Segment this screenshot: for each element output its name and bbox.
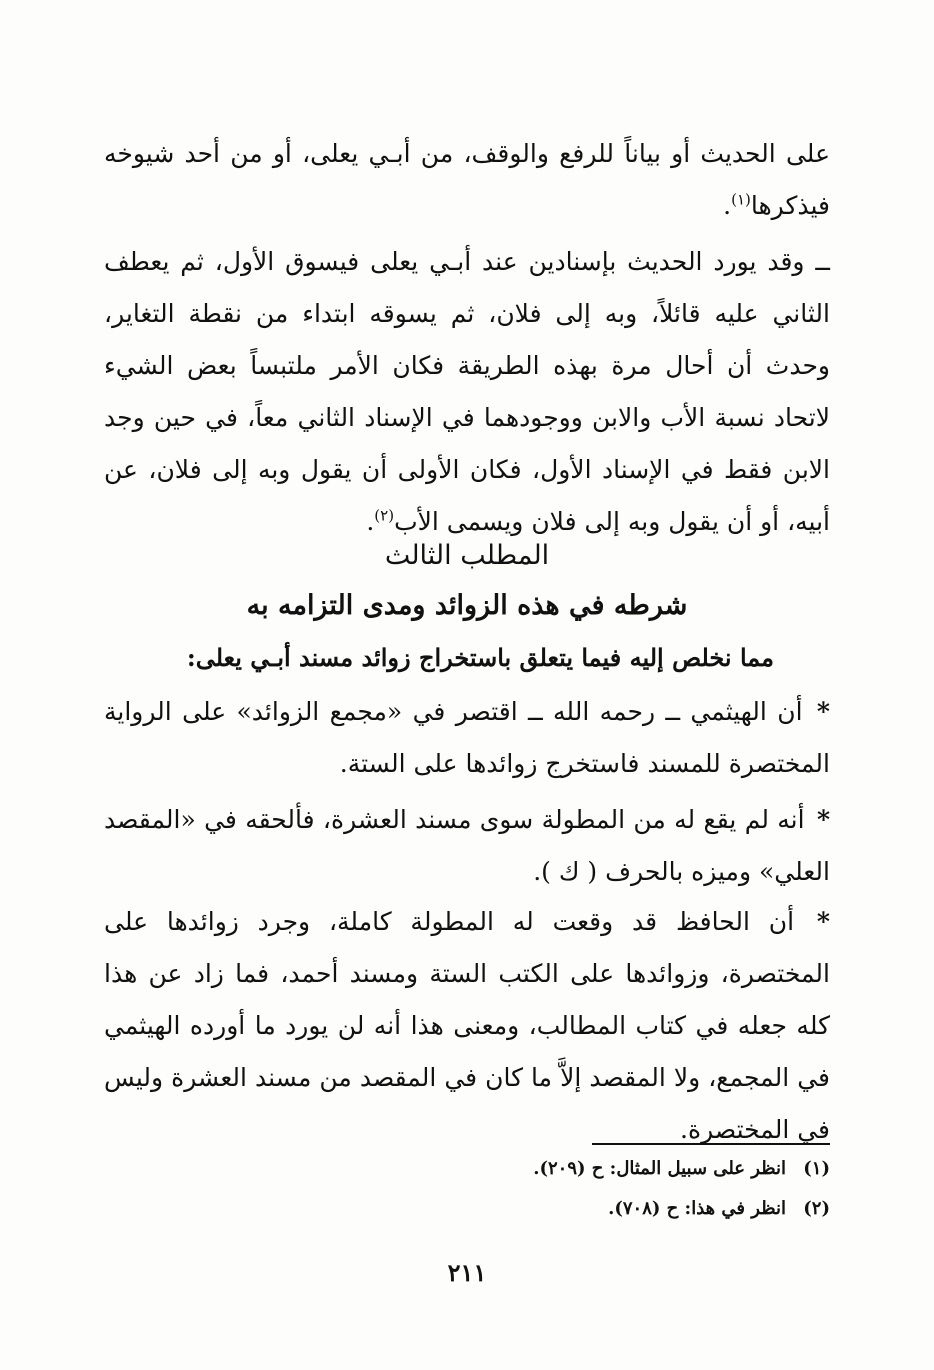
footnote-text: انظر في هذا: ح (٧٠٨). [608,1198,786,1219]
footnote-1 [104,1154,830,1184]
paragraph-text: على الحديث أو بياناً للرفع والوقف، من أبـي يعلى، أو من أحد شيوخه فيذكرها [104,139,830,220]
paragraph-isnad [104,236,830,548]
paragraph-text: ــ وقد يورد الحديث بإسنادين عند أبـي يعلى فيسوق الأول، ثم يعطف الثاني عليه قائلاً، وبه إلى فلان، ثم يسوقه ابتداء من نقطة التغاير، وحدث أن أحال مرة بهذه الطريقة فكان الأمر ملتبساً بعض الشيء لاتحاد نسبة الأب والابن ووجودهما في الإسناد الثاني معاً، في حين وجد الابن فقط في الإسناد الأول، فكان الأولى أن يقول وبه إلى فلان، عن أبيه، أو أن يقول وبه إلى فلان ويسمى الأب [104,247,830,536]
bullet-text: أنه لم يقع له من المطولة سوى مسند العشرة، فألحقه في «المقصد العلي» وميزه بالحرف ( ك ). [104,805,830,886]
bullet-marker: * [816,697,830,726]
paragraph-end: . [366,507,375,536]
bullet-item [104,896,830,1156]
bullet-item [104,794,830,898]
bullet-text: أن الهيثمي ــ رحمه الله ــ اقتصر في «مجمع الزوائد» على الرواية المختصرة للمسند فاستخرج زوائدها على الستة. [104,697,830,778]
footnote-ref-1: (١) [731,190,751,209]
paragraph-continuation [104,128,830,232]
section-intro: مما نخلص إليه فيما يتعلق باستخراج زوائد مسند أبـي يعلى: [186,643,774,672]
footnote-divider [592,1143,830,1145]
bullet-item [104,686,830,790]
footnote-number: (٢) [803,1198,830,1219]
bullet-text: أن الحافظ قد وقعت له المطولة كاملة، وجرد زوائدها على المختصرة، وزوائدها على الكتب الستة ومسند أحمد، فما زاد عن هذا كله جعله في كتاب المطالب، ومعنى هذا أنه لن يورد ما أورده الهيثمي في المجمع، ولا المقصد إلاَّ ما كان في المقصد من مسند العشرة وليس في المختصرة. [104,907,830,1144]
paragraph-end: . [723,191,732,220]
footnote-2 [104,1194,830,1224]
footnote-text: انظر على سبيل المثال: ح (٢٠٩). [533,1158,786,1179]
page-number: ٢١١ [447,1258,487,1287]
bullet-marker: * [816,805,831,834]
section-subheading: شرطه في هذه الزوائد ومدى التزامه به [246,590,688,621]
section-heading: المطلب الثالث [384,540,550,571]
footnote-number: (١) [803,1158,830,1179]
footnote-ref-2: (٢) [374,506,395,525]
bullet-marker: * [816,907,830,936]
